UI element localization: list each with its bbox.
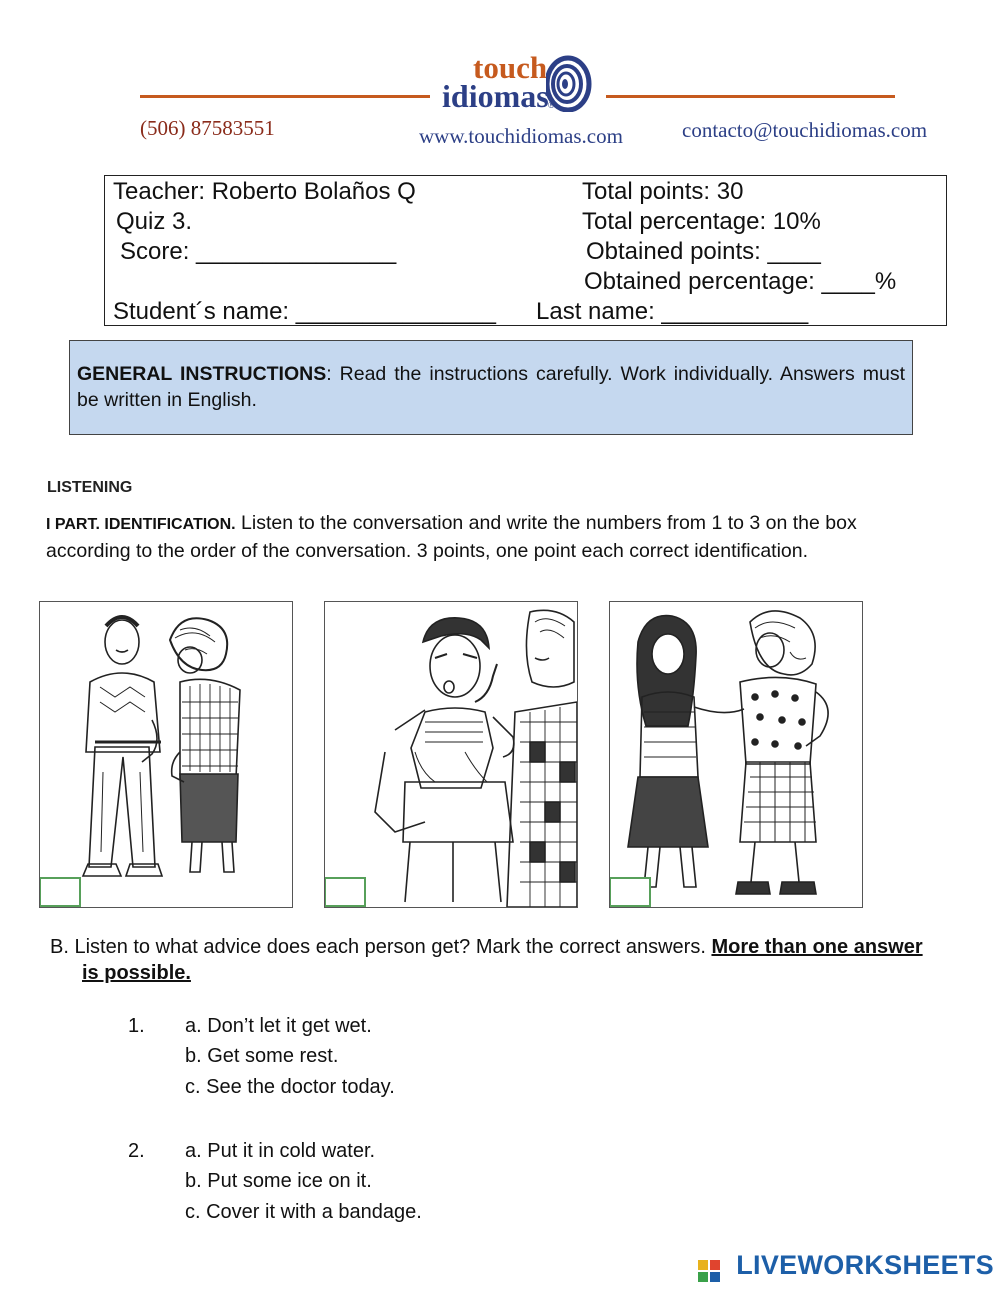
logo-swirl-icon — [546, 54, 596, 112]
question-1-option-c[interactable]: c. See the doctor today. — [185, 1076, 395, 1098]
question-2-number: 2. — [128, 1140, 145, 1162]
question-1-option-a[interactable]: a. Don’t let it get wet. — [185, 1015, 372, 1037]
obtained-percentage: Obtained percentage: ____% — [584, 268, 897, 295]
man-neck-pain-friend-illustration-icon — [325, 602, 577, 907]
student-name-field: Student´s name: _______________ — [113, 298, 496, 325]
part-one-text: Listen to the conversation and write the numbers from 1 to 3 on the box according to the order of the conversation. 3 points, one point each correct identification. — [46, 512, 857, 562]
liveworksheets-logo-icon — [698, 1260, 720, 1282]
website-link[interactable]: www.touchidiomas.com — [419, 124, 623, 148]
part-one-instructions — [46, 510, 946, 564]
last-name-field: Last name: ___________ — [536, 298, 809, 325]
logo-word-touch: touch — [473, 50, 548, 85]
picture-2 — [324, 601, 578, 908]
instructions-text: : Read the instructions carefully. Work individually. Answers must be written in English. — [77, 363, 905, 411]
total-points: Total points: 30 — [582, 178, 744, 205]
phone-number: (506) 87583551 — [140, 116, 275, 140]
logo-word-idiomas: idiomas — [442, 78, 549, 114]
picture-1 — [39, 601, 293, 908]
header-rule-left — [140, 95, 430, 98]
picture-2-answer-box[interactable] — [324, 877, 366, 907]
email-link[interactable]: contacto@touchidiomas.com — [682, 118, 928, 142]
part-b-emphasis: More than one answer is possible. — [82, 936, 923, 984]
total-percentage: Total percentage: 10% — [582, 208, 821, 235]
obtained-points: Obtained points: ____ — [586, 238, 821, 265]
picture-3 — [609, 601, 863, 908]
score-field: Score: _______________ — [120, 238, 397, 265]
picture-3-answer-box[interactable] — [609, 877, 651, 907]
part-one-label: I PART. IDENTIFICATION. — [46, 516, 236, 533]
teacher-name: Teacher: Roberto Bolaños Q — [113, 178, 416, 205]
instructions-label: GENERAL INSTRUCTIONS — [77, 363, 327, 385]
question-1-number: 1. — [128, 1015, 145, 1037]
part-b-text: B. Listen to what advice does each person get? Mark the correct answers. — [50, 936, 712, 958]
question-2-option-c[interactable]: c. Cover it with a bandage. — [185, 1201, 422, 1223]
header-rule-right — [606, 95, 895, 98]
part-b-prompt — [50, 934, 930, 986]
registered-mark: ® — [548, 100, 555, 110]
section-title: LISTENING — [47, 479, 133, 496]
question-2-option-b[interactable]: b. Put some ice on it. — [185, 1170, 372, 1192]
man-hurt-hand-woman-illustration-icon — [40, 602, 292, 907]
liveworksheets-brand[interactable]: LIVEWORKSHEETS — [736, 1250, 994, 1280]
general-instructions — [69, 340, 913, 435]
two-women-talking-illustration-icon — [610, 602, 862, 907]
question-2-option-a[interactable]: a. Put it in cold water. — [185, 1140, 376, 1162]
question-1-option-b[interactable]: b. Get some rest. — [185, 1045, 339, 1067]
quiz-number: Quiz 3. — [116, 208, 193, 235]
picture-1-answer-box[interactable] — [39, 877, 81, 907]
logo — [440, 50, 600, 120]
